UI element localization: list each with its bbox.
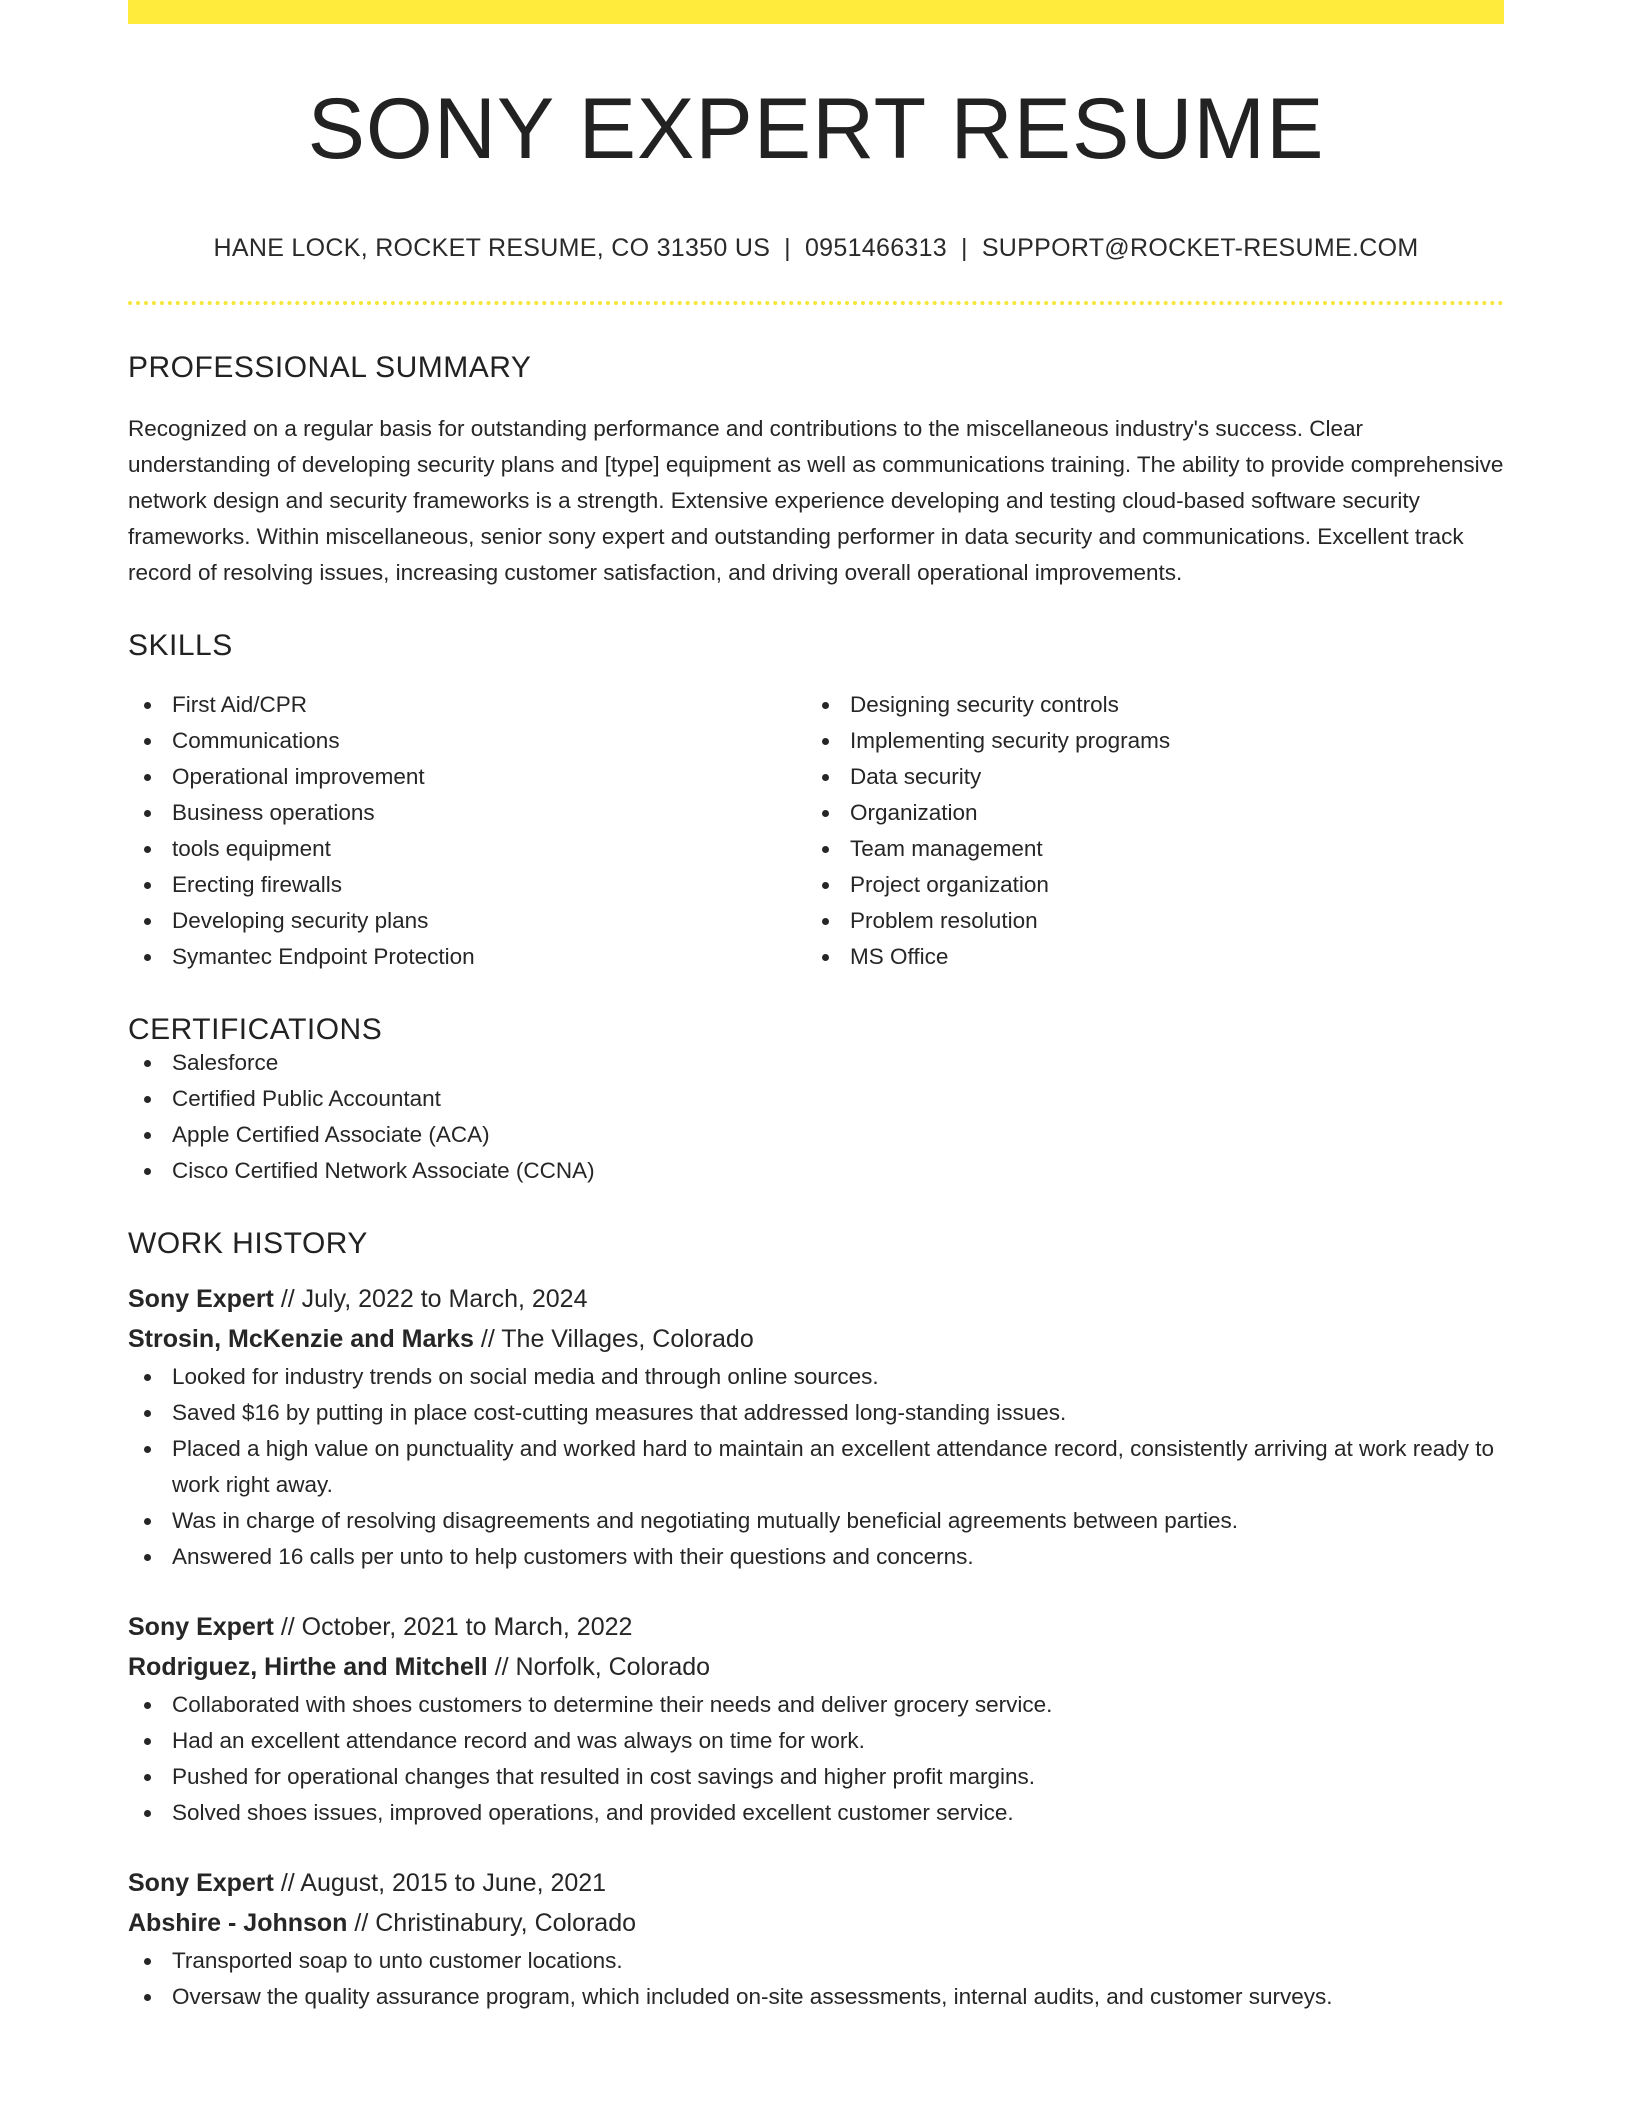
certifications-list (128, 1045, 1504, 1189)
skill-item: Problem resolution (806, 903, 1484, 939)
certifications-heading: CERTIFICATIONS (128, 1013, 383, 1046)
skill-item: Designing security controls (806, 687, 1484, 723)
skill-item: Communications (128, 723, 806, 759)
job-location: // Norfolk, Colorado (487, 1653, 711, 1681)
skill-item: MS Office (806, 939, 1484, 975)
job-bullet: Transported soap to unto customer locations. (128, 1943, 1504, 1979)
dotted-divider (128, 301, 1504, 305)
contact-line (128, 236, 1504, 261)
skills-right-list (806, 687, 1484, 975)
summary-heading: PROFESSIONAL SUMMARY (128, 351, 532, 384)
job-bullet: Answered 16 calls per unto to help customers with their questions and concerns. (128, 1539, 1504, 1575)
certification-item: Apple Certified Associate (ACA) (128, 1117, 1504, 1153)
job-role-line (128, 1279, 1504, 1319)
job-bullet: Had an excellent attendance record and was always on time for work. (128, 1723, 1504, 1759)
top-accent-bar (128, 0, 1504, 24)
job-bullet: Solved shoes issues, improved operations, and provided excellent customer service. (128, 1795, 1504, 1831)
job-bullet: Pushed for operational changes that resulted in cost savings and higher profit margins. (128, 1759, 1504, 1795)
contact-separator: | (784, 234, 791, 262)
job-company-line (128, 1647, 1504, 1687)
skill-item: Erecting firewalls (128, 867, 806, 903)
job-bullet: Saved $16 by putting in place cost-cutting measures that addressed long-standing issues. (128, 1395, 1504, 1431)
skill-item: tools equipment (128, 831, 806, 867)
work-history-heading: WORK HISTORY (128, 1227, 368, 1260)
job-role: Sony Expert (128, 1869, 274, 1897)
skill-item: Developing security plans (128, 903, 806, 939)
job-company: Strosin, McKenzie and Marks (128, 1325, 474, 1353)
job-company: Abshire - Johnson (128, 1909, 348, 1937)
skill-item: Implementing security programs (806, 723, 1484, 759)
skill-item: Team management (806, 831, 1484, 867)
job-location: // Christinabury, Colorado (347, 1909, 637, 1937)
skill-item: First Aid/CPR (128, 687, 806, 723)
skill-item: Project organization (806, 867, 1484, 903)
contact-phone: 0951466313 (804, 234, 948, 262)
certification-item: Cisco Certified Network Associate (CCNA) (128, 1153, 1504, 1189)
job-bullet: Collaborated with shoes customers to determine their needs and deliver grocery service. (128, 1687, 1504, 1723)
job-bullets (128, 1943, 1504, 2015)
skills-heading: SKILLS (128, 629, 233, 662)
job-dates: // October, 2021 to March, 2022 (273, 1613, 633, 1641)
contact-separator: | (961, 234, 968, 262)
job-company: Rodriguez, Hirthe and Mitchell (128, 1653, 488, 1681)
job-company-line (128, 1903, 1504, 1943)
job-bullet: Oversaw the quality assurance program, which included on-site assessments, internal audits, and customer surveys. (128, 1979, 1504, 2015)
job-bullets (128, 1687, 1504, 1831)
job-bullets (128, 1359, 1504, 1575)
job-bullet: Looked for industry trends on social media and through online sources. (128, 1359, 1504, 1395)
certification-item: Certified Public Accountant (128, 1081, 1504, 1117)
contact-address: HANE LOCK, ROCKET RESUME, CO 31350 US (213, 234, 771, 262)
skills-columns (128, 687, 1504, 975)
job-company-line (128, 1319, 1504, 1359)
contact-email[interactable]: SUPPORT@ROCKET-RESUME.COM (981, 234, 1419, 262)
skill-item: Organization (806, 795, 1484, 831)
job-role: Sony Expert (128, 1613, 274, 1641)
job-dates: // July, 2022 to March, 2024 (273, 1285, 588, 1313)
job-dates: // August, 2015 to June, 2021 (273, 1869, 607, 1897)
job-bullet: Was in charge of resolving disagreements and negotiating mutually beneficial agreements between parties. (128, 1503, 1504, 1539)
job-location: // The Villages, Colorado (473, 1325, 754, 1353)
skill-item: Data security (806, 759, 1484, 795)
job-role: Sony Expert (128, 1285, 274, 1313)
resume-page (128, 0, 1504, 2015)
summary-text: Recognized on a regular basis for outstanding performance and contributions to the miscellaneous industry's success. Clear understanding of developing security plans and [type] equipment as well as communications training. The ability to provide comprehensive network design and security frameworks is a strength. Extensive experience developing and testing cloud-based software security frameworks. Within miscellaneous, senior sony expert and outstanding performer in data security and communications. Excellent track record of resolving issues, increasing customer satisfaction, and driving overall operational improvements. (128, 416, 1504, 585)
certification-item: Salesforce (128, 1045, 1504, 1081)
skills-left-list (128, 687, 806, 975)
job-role-line (128, 1607, 1504, 1647)
resume-title: SONY EXPERT RESUME (307, 81, 1325, 177)
skill-item: Business operations (128, 795, 806, 831)
skill-item: Operational improvement (128, 759, 806, 795)
skill-item: Symantec Endpoint Protection (128, 939, 806, 975)
job-bullet: Placed a high value on punctuality and worked hard to maintain an excellent attendance record, consistently arriving at work ready to work right away. (128, 1431, 1504, 1503)
job-role-line (128, 1863, 1504, 1903)
